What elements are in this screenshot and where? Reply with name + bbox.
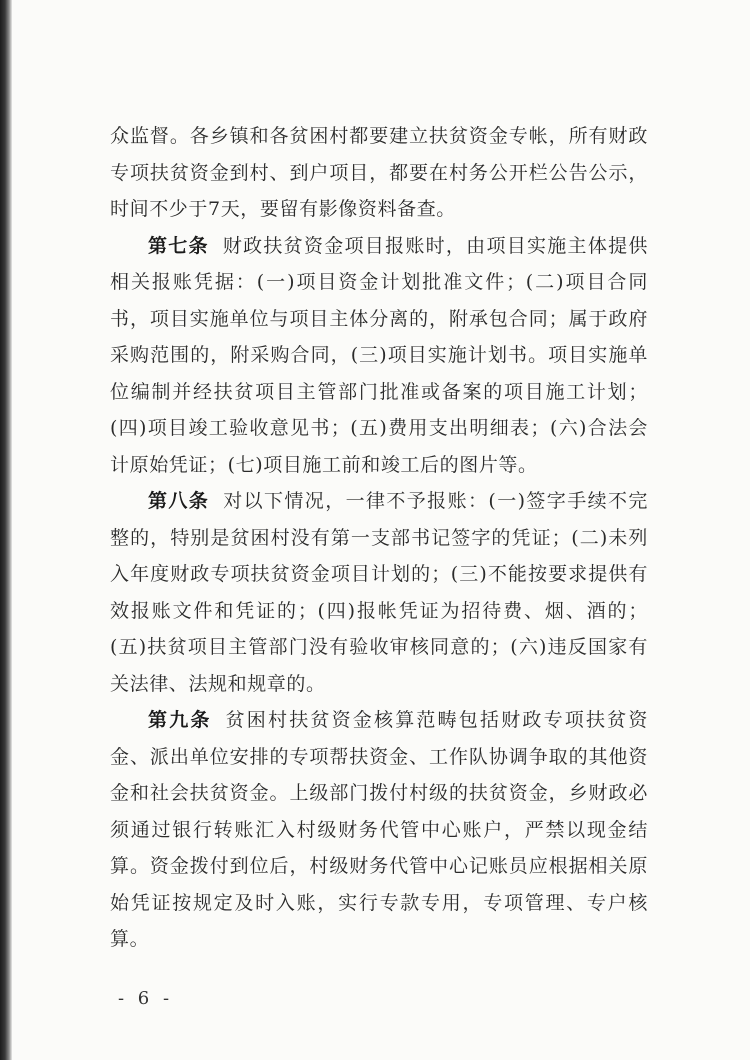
page-number: - 6 - xyxy=(118,988,174,1009)
article-number: 第七条 xyxy=(148,234,209,257)
article-8 xyxy=(110,483,648,702)
article-number: 第八条 xyxy=(148,490,210,512)
paragraph-text: 众监督。各乡镇和各贫困村都要建立扶贫资金专帐，所有财政专项扶贫资金到村、到户项目，都要在村务公开栏公告公示，时间不少于7天，要留有影像资料备查。 xyxy=(110,125,648,220)
paragraph-text: 贫困村扶贫资金核算范畴包括财政专项扶贫资金、派出单位安排的专项帮扶资金、工作队协调争取的其他资金和社会扶贫资金。上级部门拨付村级的扶贫资金，乡财政必须通过银行转账汇入村级财务代管中心账户，严禁以现金结算。资金拨付到位后，村级财务代管中心记账员应根据相关原始凭证按规定及时入账，实行专款专用，专项管理、专户核算。 xyxy=(110,709,648,950)
paragraph-text: 财政扶贫资金项目报账时，由项目实施主体提供相关报账凭据：(一)项目资金计划批准文件；(二)项目合同书，项目实施单位与项目主体分离的，附承包合同；属于政府采购范围的，附采购合同，(三)项目实施计划书。项目实施单位编制并经扶贫项目主管部门批准或备案的项目施工计划；(四)项目竣工验收意见书；(五)费用支出明细表；(六)合法会计原始凭证；(七)项目施工前和竣工后的图片等。 xyxy=(110,234,648,476)
article-9 xyxy=(110,702,648,958)
paragraph-text: 对以下情况，一律不予报账：(一)签字手续不完整的，特别是贫困村没有第一支部书记签字的凭证；(二)未列入年度财政专项扶贫资金项目计划的；(三)不能按要求提供有效报账文件和凭证的；(四)报帐凭证为招待费、烟、酒的；(五)扶贫项目主管部门没有验收审核同意的；(六)违反国家有关法律、法规和规章的。 xyxy=(110,490,648,695)
article-number: 第九条 xyxy=(148,709,212,731)
paragraph-continuation xyxy=(110,118,648,228)
scan-binding-edge xyxy=(0,0,12,1060)
document-body xyxy=(110,118,648,958)
article-7 xyxy=(110,228,648,484)
